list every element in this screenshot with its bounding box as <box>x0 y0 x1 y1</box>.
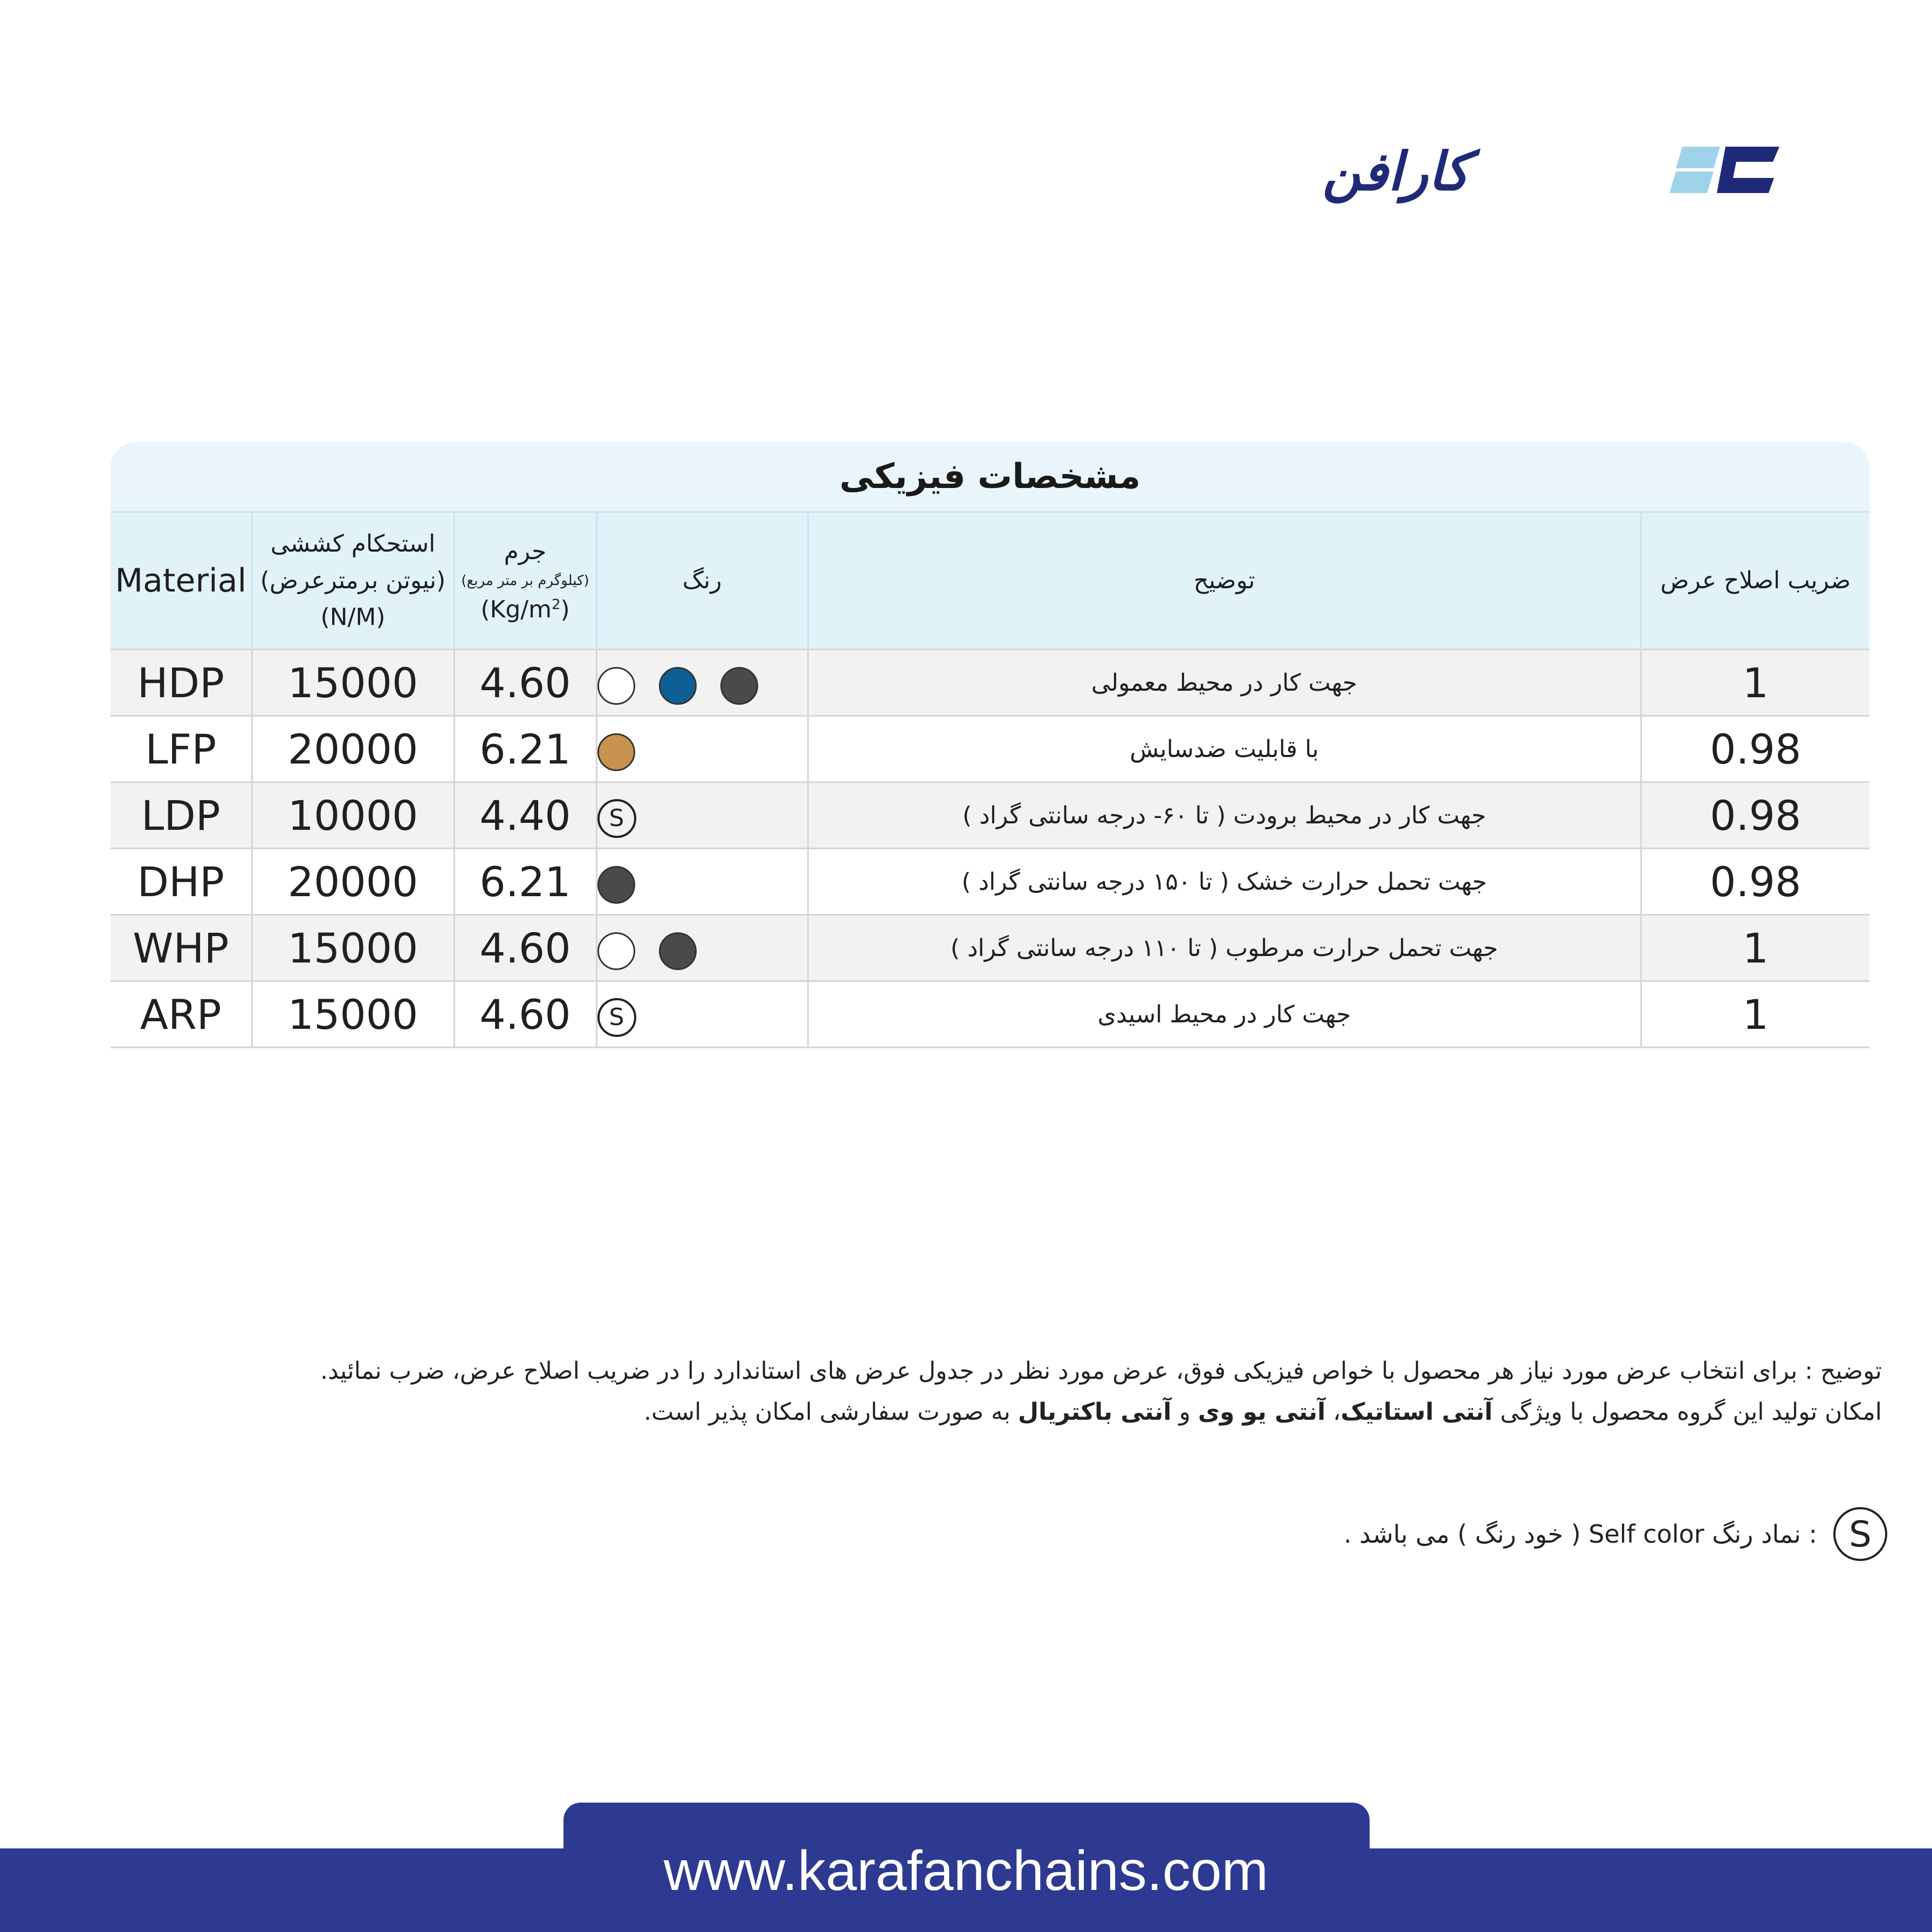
cell-description: جهت کار در محیط اسیدی <box>808 981 1641 1048</box>
table-row <box>111 915 1869 981</box>
color-swatch-icon <box>597 733 635 771</box>
header-strength <box>252 512 454 650</box>
mass-unit-suffix: ) <box>560 596 570 624</box>
cell-description: جهت کار در محیط معمولی <box>808 650 1641 716</box>
header-mass <box>454 512 596 650</box>
cell-colors <box>596 650 808 716</box>
cell-strength: 15000 <box>252 650 454 716</box>
table-row <box>111 650 1869 716</box>
cell-mass: 4.60 <box>454 981 596 1048</box>
karafan-logo-icon <box>1322 135 1785 205</box>
header-strength-unit: (N/M) <box>320 603 386 631</box>
brand-logo <box>1322 135 1785 205</box>
header-factor: ضریب اصلاح عرض <box>1641 512 1869 650</box>
note-bold-antistatic: آنتی استاتیک <box>1340 1398 1493 1426</box>
cell-strength: 15000 <box>252 915 454 981</box>
cell-colors <box>596 782 808 849</box>
cell-strength: 20000 <box>252 849 454 915</box>
table-row <box>111 849 1869 915</box>
note-text: ، <box>1325 1398 1341 1426</box>
physical-specs-table <box>111 442 1869 1048</box>
self-color-s-icon: S <box>1833 1507 1887 1561</box>
header-mass-line1: جرم <box>504 537 547 565</box>
table-row <box>111 782 1869 849</box>
cell-material: ARP <box>111 981 252 1048</box>
table-title: مشخصات فیزیکی <box>111 442 1869 512</box>
cell-factor: 0.98 <box>1641 716 1869 782</box>
color-swatch-icon <box>597 932 635 970</box>
cell-factor: 1 <box>1641 650 1869 716</box>
cell-description: جهت تحمل حرارت مرطوب ( تا ۱۱۰ درجه سانتی گراد ) <box>808 915 1641 981</box>
legend-text: : نماد رنگ Self color ( خود رنگ ) می باشد . <box>1343 1520 1817 1549</box>
cell-strength: 20000 <box>252 716 454 782</box>
table-row <box>111 981 1869 1048</box>
self-color-legend <box>1294 1504 1887 1564</box>
color-swatch-icon <box>720 667 758 705</box>
cell-description: با قابلیت ضدسایش <box>808 716 1641 782</box>
note-text: امکان تولید این گروه محصول با ویژگی <box>1493 1398 1882 1426</box>
cell-mass: 4.60 <box>454 650 596 716</box>
cell-colors <box>596 915 808 981</box>
note-line-1: توضیح : برای انتخاب عرض مورد نیاز هر محصول با خواص فیزیکی فوق، عرض مورد نظر در جدول عرض های استاندارد را در ضریب اصلاح عرض، ضرب نمائید. <box>320 1357 1882 1385</box>
mass-unit-prefix: (Kg/m <box>480 596 552 624</box>
note-bold-antibacterial: آنتی باکتریال <box>1017 1398 1172 1426</box>
cell-factor: 1 <box>1641 915 1869 981</box>
cell-description: جهت کار در محیط برودت ( تا ۶۰- درجه سانتی گراد ) <box>808 782 1641 849</box>
cell-material: HDP <box>111 650 252 716</box>
cell-material: DHP <box>111 849 252 915</box>
cell-colors <box>596 849 808 915</box>
cell-colors <box>596 981 808 1048</box>
note-line-2 <box>129 1392 1882 1433</box>
color-swatch-icon <box>597 866 635 904</box>
cell-mass: 6.21 <box>454 716 596 782</box>
cell-factor: 0.98 <box>1641 849 1869 915</box>
header-strength-line2: (نیوتن برمترعرض) <box>260 566 446 594</box>
table-row <box>111 716 1869 782</box>
color-swatch-icon <box>659 667 697 705</box>
notes-block <box>129 1351 1882 1433</box>
self-color-s-icon: S <box>597 998 636 1037</box>
cell-factor: 0.98 <box>1641 782 1869 849</box>
header-mass-line2: (کیلوگرم بر متر مربع) <box>461 572 589 589</box>
cell-factor: 1 <box>1641 981 1869 1048</box>
logo-wordmark: کارافن <box>1322 141 1469 203</box>
cell-material: WHP <box>111 915 252 981</box>
note-text: به صورت سفارشی امکان پذیر است. <box>644 1398 1018 1426</box>
cell-description: جهت تحمل حرارت خشک ( تا ۱۵۰ درجه سانتی گراد ) <box>808 849 1641 915</box>
note-text: و <box>1171 1398 1198 1426</box>
cell-mass: 6.21 <box>454 849 596 915</box>
footer-website-link[interactable]: www.karafanchains.com <box>663 1840 1269 1902</box>
cell-strength: 10000 <box>252 782 454 849</box>
color-swatch-icon <box>659 932 697 970</box>
table-header-row <box>111 512 1869 650</box>
header-color: رنگ <box>596 512 808 650</box>
header-description: توضیح <box>808 512 1641 650</box>
cell-strength: 15000 <box>252 981 454 1048</box>
header-mass-unit <box>455 592 596 628</box>
color-swatch-icon <box>597 667 635 705</box>
note-bold-anti-uv: آنتی یو وی <box>1198 1398 1326 1426</box>
cell-material: LDP <box>111 782 252 849</box>
mass-unit-sup: 2 <box>551 596 561 613</box>
cell-colors <box>596 716 808 782</box>
header-strength-line1: استحکام کششی <box>270 530 436 558</box>
self-color-s-icon: S <box>597 799 636 838</box>
cell-material: LFP <box>111 716 252 782</box>
cell-mass: 4.60 <box>454 915 596 981</box>
header-material: Material <box>111 512 252 650</box>
cell-mass: 4.40 <box>454 782 596 849</box>
